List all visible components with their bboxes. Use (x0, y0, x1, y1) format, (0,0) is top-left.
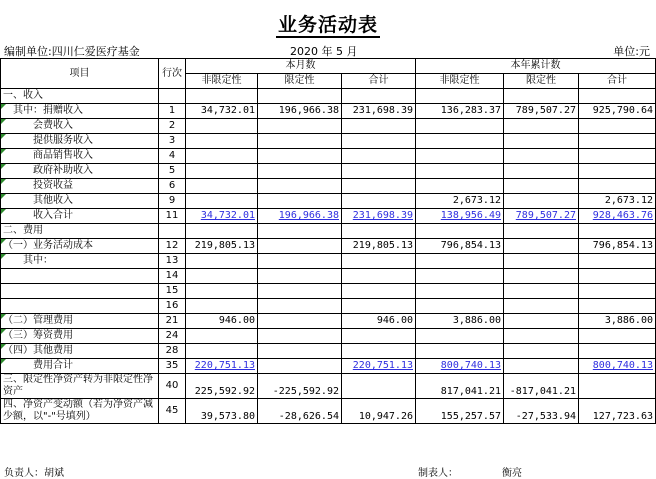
line-number-cell[interactable]: 28 (159, 344, 186, 359)
row-label[interactable]: （四）其他费用 (1, 344, 159, 359)
line-number-cell[interactable]: 24 (159, 329, 186, 344)
line-number-cell[interactable]: 11 (159, 209, 186, 224)
col-item[interactable]: 项目 (1, 59, 159, 89)
amount-cell[interactable] (258, 269, 342, 284)
amount-cell[interactable]: 925,790.64 (579, 104, 656, 119)
table-row (1, 89, 656, 104)
amount-cell[interactable] (186, 254, 258, 269)
amount-cell[interactable] (416, 329, 504, 344)
col-month-restricted[interactable]: 限定性 (258, 74, 342, 89)
line-number-cell[interactable]: 45 (159, 399, 186, 424)
amount-cell[interactable] (258, 254, 342, 269)
table-row (1, 399, 656, 424)
reporting-period: 2020 年 5 月 (290, 45, 358, 58)
amount-cell[interactable]: 231,698.39 (342, 209, 416, 224)
amount-cell[interactable]: 946.00 (342, 314, 416, 329)
line-number-cell[interactable]: 4 (159, 149, 186, 164)
amount-cell[interactable] (186, 299, 258, 314)
table-row (1, 329, 656, 344)
amount-cell[interactable] (258, 119, 342, 134)
amount-cell[interactable] (342, 299, 416, 314)
row-label[interactable]: （二）管理费用 (1, 314, 159, 329)
row-label[interactable]: 提供服务收入 (1, 134, 159, 149)
amount-cell[interactable] (186, 134, 258, 149)
table-row (1, 179, 656, 194)
line-number-cell[interactable]: 40 (159, 374, 186, 399)
report-title: 业务活动表 (277, 14, 378, 36)
row-label[interactable] (1, 269, 159, 284)
amount-cell[interactable] (579, 269, 656, 284)
row-label[interactable]: 二、费用 (1, 224, 159, 239)
currency-unit: 单位:元 (613, 45, 650, 58)
amount-cell[interactable]: 796,854.13 (579, 239, 656, 254)
amount-cell[interactable] (579, 299, 656, 314)
amount-cell[interactable]: 796,854.13 (416, 239, 504, 254)
amount-cell[interactable] (579, 134, 656, 149)
amount-cell[interactable] (342, 194, 416, 209)
amount-cell[interactable] (416, 119, 504, 134)
amount-cell[interactable]: 219,805.13 (186, 239, 258, 254)
col-year-unrestricted[interactable]: 非限定性 (416, 74, 504, 89)
amount-cell[interactable] (258, 329, 342, 344)
amount-cell[interactable] (504, 89, 579, 104)
amount-cell[interactable] (504, 284, 579, 299)
amount-cell[interactable]: 789,507.27 (504, 104, 579, 119)
amount-cell[interactable] (186, 164, 258, 179)
amount-cell[interactable] (504, 344, 579, 359)
line-number-cell[interactable]: 12 (159, 239, 186, 254)
amount-cell[interactable] (258, 239, 342, 254)
amount-cell[interactable] (579, 284, 656, 299)
amount-cell[interactable] (579, 119, 656, 134)
line-number-cell[interactable] (159, 89, 186, 104)
col-line[interactable]: 行次 (159, 59, 186, 89)
amount-cell[interactable] (579, 179, 656, 194)
table-row (1, 269, 656, 284)
amount-cell[interactable]: 817,041.21 (416, 374, 504, 399)
amount-cell[interactable] (342, 89, 416, 104)
amount-cell[interactable] (579, 89, 656, 104)
amount-cell[interactable] (186, 89, 258, 104)
table-row (1, 239, 656, 254)
amount-cell[interactable] (342, 224, 416, 239)
row-label[interactable]: 其中：捐赠收入 (1, 104, 159, 119)
amount-cell[interactable] (416, 344, 504, 359)
row-label[interactable]: 其中： (1, 254, 159, 269)
amount-cell[interactable] (258, 134, 342, 149)
amount-cell[interactable] (186, 179, 258, 194)
amount-cell[interactable] (342, 164, 416, 179)
amount-cell[interactable] (579, 164, 656, 179)
amount-cell[interactable] (504, 149, 579, 164)
col-month-total[interactable]: 合计 (342, 74, 416, 89)
table-row (1, 374, 656, 399)
row-label[interactable]: 政府补助收入 (1, 164, 159, 179)
amount-cell[interactable] (416, 179, 504, 194)
amount-cell[interactable] (186, 284, 258, 299)
amount-cell[interactable] (504, 119, 579, 134)
amount-cell[interactable] (186, 329, 258, 344)
amount-cell[interactable] (342, 119, 416, 134)
amount-cell[interactable]: 219,805.13 (342, 239, 416, 254)
amount-cell[interactable] (504, 224, 579, 239)
amount-cell[interactable]: 789,507.27 (504, 209, 579, 224)
amount-cell[interactable]: 39,573.80 (186, 399, 258, 424)
amount-cell[interactable] (258, 89, 342, 104)
line-number-cell[interactable]: 2 (159, 119, 186, 134)
amount-cell[interactable]: 155,257.57 (416, 399, 504, 424)
amount-cell[interactable]: 196,966.38 (258, 104, 342, 119)
table-row (1, 209, 656, 224)
table-row (1, 254, 656, 269)
amount-cell[interactable] (258, 344, 342, 359)
amount-cell[interactable]: 2,673.12 (579, 194, 656, 209)
amount-cell[interactable]: -817,041.21 (504, 374, 579, 399)
amount-cell[interactable] (504, 254, 579, 269)
amount-cell[interactable] (258, 299, 342, 314)
amount-cell[interactable]: 10,947.26 (342, 399, 416, 424)
amount-cell[interactable] (504, 239, 579, 254)
amount-cell[interactable] (504, 359, 579, 374)
amount-cell[interactable] (186, 194, 258, 209)
amount-cell[interactable] (342, 254, 416, 269)
row-label[interactable]: 一、收入 (1, 89, 159, 104)
amount-cell[interactable]: 3,886.00 (579, 314, 656, 329)
amount-cell[interactable] (342, 134, 416, 149)
table-row (1, 119, 656, 134)
line-number-cell[interactable]: 35 (159, 359, 186, 374)
row-label[interactable]: 商品销售收入 (1, 149, 159, 164)
amount-cell[interactable]: -28,626.54 (258, 399, 342, 424)
amount-cell[interactable] (504, 329, 579, 344)
row-label[interactable]: 投资收益 (1, 179, 159, 194)
amount-cell[interactable] (504, 269, 579, 284)
amount-cell[interactable] (416, 254, 504, 269)
row-label[interactable] (1, 284, 159, 299)
row-label[interactable]: 其他收入 (1, 194, 159, 209)
col-year-restricted[interactable]: 限定性 (504, 74, 579, 89)
preparer-label: 制表人： (418, 468, 458, 479)
amount-cell[interactable] (342, 149, 416, 164)
amount-cell[interactable] (258, 224, 342, 239)
amount-cell[interactable] (579, 224, 656, 239)
col-month-unrestricted[interactable]: 非限定性 (186, 74, 258, 89)
amount-cell[interactable] (186, 269, 258, 284)
amount-cell[interactable] (416, 164, 504, 179)
amount-cell[interactable] (504, 299, 579, 314)
amount-cell[interactable]: 800,740.13 (579, 359, 656, 374)
amount-cell[interactable] (416, 284, 504, 299)
amount-cell[interactable] (416, 134, 504, 149)
table-row (1, 194, 656, 209)
amount-cell[interactable]: 231,698.39 (342, 104, 416, 119)
line-number-cell[interactable]: 5 (159, 164, 186, 179)
amount-cell[interactable] (342, 284, 416, 299)
line-number-cell[interactable]: 16 (159, 299, 186, 314)
amount-cell[interactable]: 136,283.37 (416, 104, 504, 119)
amount-cell[interactable] (186, 149, 258, 164)
activity-statement-table (0, 58, 656, 424)
amount-cell[interactable] (258, 164, 342, 179)
reporting-unit: 编制单位:四川仁爱医疗基金 (4, 45, 140, 58)
table-row (1, 314, 656, 329)
amount-cell[interactable] (504, 194, 579, 209)
row-label[interactable]: （一）业务活动成本 (1, 239, 159, 254)
amount-cell[interactable] (504, 179, 579, 194)
line-number-cell[interactable]: 14 (159, 269, 186, 284)
amount-cell[interactable]: 34,732.01 (186, 209, 258, 224)
line-number-cell[interactable]: 9 (159, 194, 186, 209)
table-row (1, 149, 656, 164)
amount-cell[interactable]: 800,740.13 (416, 359, 504, 374)
amount-cell[interactable] (258, 194, 342, 209)
amount-cell[interactable] (579, 344, 656, 359)
row-label[interactable]: 收入合计 (1, 209, 159, 224)
amount-cell[interactable] (416, 269, 504, 284)
col-year-total[interactable]: 合计 (579, 74, 656, 89)
row-label[interactable]: （三）筹资费用 (1, 329, 159, 344)
table-row (1, 164, 656, 179)
line-number-cell[interactable] (159, 224, 186, 239)
amount-cell[interactable] (186, 224, 258, 239)
amount-cell[interactable]: 946.00 (186, 314, 258, 329)
table-row (1, 299, 656, 314)
amount-cell[interactable] (416, 89, 504, 104)
amount-cell[interactable] (504, 164, 579, 179)
amount-cell[interactable]: 225,592.92 (186, 374, 258, 399)
amount-cell[interactable] (258, 314, 342, 329)
amount-cell[interactable]: 196,966.38 (258, 209, 342, 224)
amount-cell[interactable]: 3,886.00 (416, 314, 504, 329)
amount-cell[interactable]: 220,751.13 (342, 359, 416, 374)
amount-cell[interactable] (186, 344, 258, 359)
amount-cell[interactable]: 928,463.76 (579, 209, 656, 224)
amount-cell[interactable] (416, 299, 504, 314)
line-number-cell[interactable]: 15 (159, 284, 186, 299)
amount-cell[interactable] (504, 134, 579, 149)
amount-cell[interactable] (416, 224, 504, 239)
line-number-cell[interactable]: 1 (159, 104, 186, 119)
row-label[interactable]: 四、净资产变动额（若为净资产减少额，以"-"号填列） (1, 399, 159, 424)
amount-cell[interactable] (258, 149, 342, 164)
amount-cell[interactable] (579, 374, 656, 399)
principal: 负责人：胡斌 (4, 468, 64, 479)
amount-cell[interactable] (342, 179, 416, 194)
amount-cell[interactable]: 2,673.12 (416, 194, 504, 209)
amount-cell[interactable]: -27,533.94 (504, 399, 579, 424)
table-row (1, 284, 656, 299)
row-label[interactable] (1, 299, 159, 314)
amount-cell[interactable] (416, 149, 504, 164)
line-number-cell[interactable]: 13 (159, 254, 186, 269)
amount-cell[interactable] (579, 254, 656, 269)
amount-cell[interactable]: 220,751.13 (186, 359, 258, 374)
amount-cell[interactable] (258, 359, 342, 374)
amount-cell[interactable]: 34,732.01 (186, 104, 258, 119)
col-year-to-date[interactable]: 本年累计数 (416, 59, 656, 74)
line-number-cell[interactable]: 3 (159, 134, 186, 149)
table-row (1, 134, 656, 149)
amount-cell[interactable]: -225,592.92 (258, 374, 342, 399)
amount-cell[interactable]: 127,723.63 (579, 399, 656, 424)
amount-cell[interactable] (504, 314, 579, 329)
amount-cell[interactable] (186, 119, 258, 134)
amount-cell[interactable] (579, 329, 656, 344)
amount-cell[interactable] (342, 269, 416, 284)
row-label[interactable]: 三、限定性净资产转为非限定性净资产 (1, 374, 159, 399)
amount-cell[interactable] (342, 329, 416, 344)
amount-cell[interactable]: 138,956.49 (416, 209, 504, 224)
table-row (1, 104, 656, 119)
preparer-name: 衡亮 (502, 468, 522, 479)
table-row (1, 224, 656, 239)
row-label[interactable]: 费用合计 (1, 359, 159, 374)
table-row (1, 359, 656, 374)
table-row (1, 344, 656, 359)
amount-cell[interactable] (342, 374, 416, 399)
amount-cell[interactable] (258, 179, 342, 194)
row-label[interactable]: 会费收入 (1, 119, 159, 134)
line-number-cell[interactable]: 6 (159, 179, 186, 194)
amount-cell[interactable] (258, 284, 342, 299)
amount-cell[interactable] (579, 149, 656, 164)
line-number-cell[interactable]: 21 (159, 314, 186, 329)
col-current-month[interactable]: 本月数 (186, 59, 416, 74)
amount-cell[interactable] (342, 344, 416, 359)
